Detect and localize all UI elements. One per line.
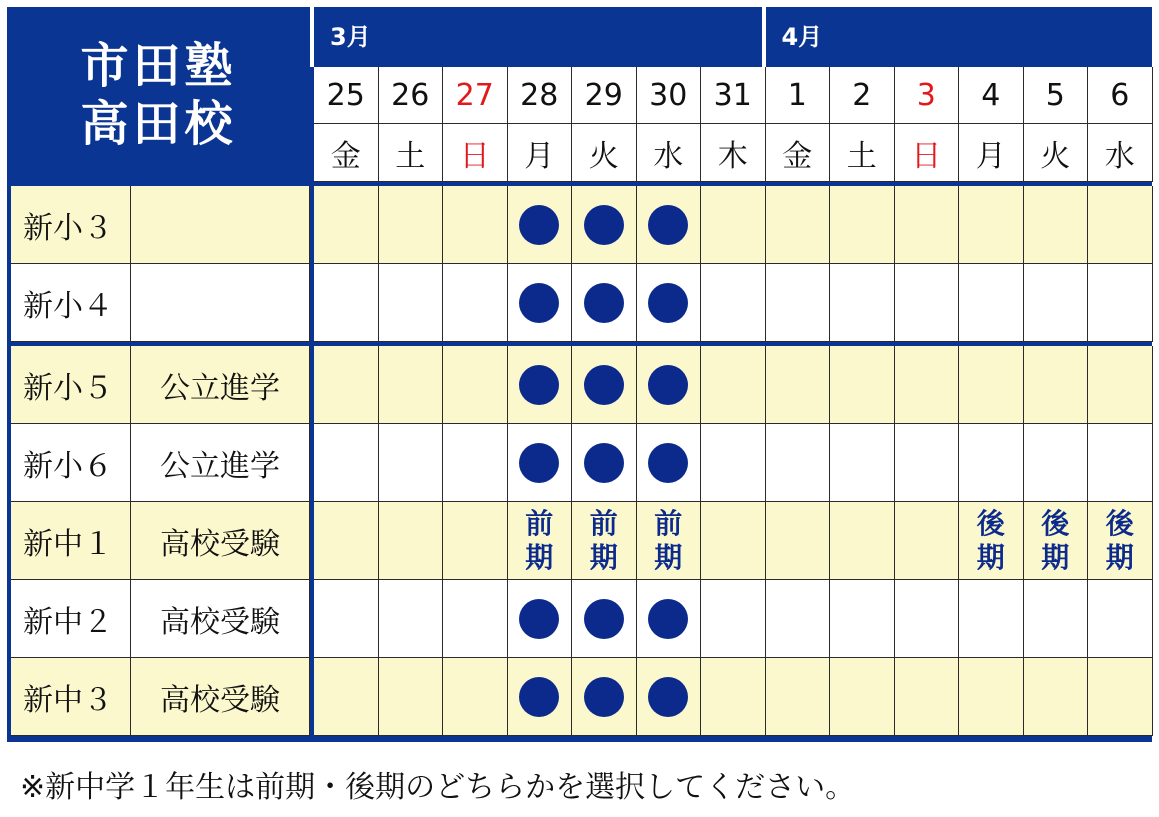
schedule-cell (701, 658, 766, 736)
date-cell: 26 (379, 67, 444, 124)
schedule-cell (766, 346, 831, 424)
schedule-cell (959, 186, 1024, 264)
session-dot (584, 677, 624, 717)
weekday-cell: 月 (959, 124, 1024, 182)
schedule-cell (701, 502, 766, 580)
schedule-cell (895, 264, 960, 342)
schedule-cell (508, 186, 573, 264)
session-dot (584, 283, 624, 323)
schedule-cell (572, 424, 637, 502)
schedule-cell (701, 580, 766, 658)
schedule-cell (959, 264, 1024, 342)
footnote: ※新中学１年生は前期・後期のどちらかを選択してください。 (20, 770, 856, 805)
schedule-cell (443, 186, 508, 264)
weekday-cell: 金 (766, 124, 831, 182)
grade-label: 新中１ (11, 502, 131, 580)
session-dot (584, 365, 624, 405)
schedule-cell (701, 186, 766, 264)
schedule-cell (637, 580, 702, 658)
schedule-cell (701, 264, 766, 342)
schedule-cell (379, 502, 444, 580)
date-cell: 2 (830, 67, 895, 124)
schedule-cell (443, 424, 508, 502)
schedule-cell (830, 186, 895, 264)
schedule-cell (443, 346, 508, 424)
schedule-cell (959, 580, 1024, 658)
schedule-cell (637, 264, 702, 342)
weekday-cell: 金 (314, 124, 379, 182)
schedule-cell (830, 424, 895, 502)
course-label: 公立進学 (131, 424, 310, 502)
schedule-cell (314, 346, 379, 424)
schedule-cell (1024, 580, 1089, 658)
schedule-cell (379, 658, 444, 736)
schedule-cell (314, 580, 379, 658)
schedule-cell (1088, 580, 1153, 658)
weekday-cell: 木 (701, 124, 766, 182)
month-label: 4月 (762, 7, 823, 67)
session-dot (519, 365, 559, 405)
schedule-cell (1024, 346, 1089, 424)
date-cell: 27 (443, 67, 508, 124)
schedule-cell (572, 264, 637, 342)
schedule-cell (830, 346, 895, 424)
schedule-cell (1088, 658, 1153, 736)
date-cell: 3 (895, 67, 960, 124)
campus-name: 高田校 (80, 95, 237, 152)
schedule-cell (959, 424, 1024, 502)
schedule-cell (508, 580, 573, 658)
schedule-cell (379, 264, 444, 342)
course-label: 高校受験 (131, 502, 310, 580)
schedule-cell (830, 658, 895, 736)
session-dot (584, 443, 624, 483)
schedule-cell (895, 424, 960, 502)
schedule-cell (701, 346, 766, 424)
grade-label: 新小６ (11, 424, 131, 502)
schedule-cell (959, 346, 1024, 424)
schedule-cell (314, 424, 379, 502)
schedule-cell (314, 502, 379, 580)
schedule-cell (637, 186, 702, 264)
schedule-cell (572, 658, 637, 736)
session-dot (648, 443, 688, 483)
session-dot (519, 599, 559, 639)
schedule-cell (766, 264, 831, 342)
schedule-cell (637, 424, 702, 502)
term-label: 後 期 (959, 502, 1024, 580)
course-label (131, 186, 310, 264)
schedule-cell (895, 502, 960, 580)
schedule-cell (314, 658, 379, 736)
course-label: 公立進学 (131, 346, 310, 424)
weekday-cell: 土 (830, 124, 895, 182)
schedule-cell (766, 580, 831, 658)
weekday-cell: 水 (1088, 124, 1153, 182)
schedule-cell (379, 580, 444, 658)
session-dot (648, 205, 688, 245)
date-cell: 25 (314, 67, 379, 124)
grade-label: 新小４ (11, 264, 131, 342)
session-dot (519, 443, 559, 483)
term-label: 後 期 (1024, 502, 1089, 580)
schedule-cell (1088, 186, 1153, 264)
date-cell: 28 (508, 67, 573, 124)
grade-label: 新中２ (11, 580, 131, 658)
schedule-cell (508, 264, 573, 342)
schedule-cell (895, 346, 960, 424)
schedule-cell (895, 186, 960, 264)
grade-label: 新小３ (11, 186, 131, 264)
grade-label: 新中３ (11, 658, 131, 736)
schedule-cell (1024, 264, 1089, 342)
schedule-cell (637, 658, 702, 736)
term-label: 前 期 (637, 502, 702, 580)
session-dot (519, 283, 559, 323)
schedule-cell (572, 580, 637, 658)
course-label (131, 264, 310, 342)
weekday-cell: 日 (895, 124, 960, 182)
date-cell: 30 (637, 67, 702, 124)
schedule-cell (314, 264, 379, 342)
schedule-cell (766, 424, 831, 502)
weekday-cell: 土 (379, 124, 444, 182)
date-cell: 6 (1088, 67, 1153, 124)
schedule-cell (443, 580, 508, 658)
session-dot (648, 599, 688, 639)
schedule-cell (508, 424, 573, 502)
schedule-cell (830, 502, 895, 580)
schedule-cell (830, 580, 895, 658)
date-cell: 5 (1024, 67, 1089, 124)
term-label: 前 期 (572, 502, 637, 580)
schedule-cell (508, 658, 573, 736)
date-cell: 4 (959, 67, 1024, 124)
schedule-cell (1024, 658, 1089, 736)
schedule-table (7, 7, 1152, 742)
course-label: 高校受験 (131, 580, 310, 658)
weekday-cell: 水 (637, 124, 702, 182)
weekday-cell: 火 (572, 124, 637, 182)
schedule-cell (895, 658, 960, 736)
course-label: 高校受験 (131, 658, 310, 736)
schedule-cell (1024, 186, 1089, 264)
schedule-cell (637, 346, 702, 424)
schedule-cell (379, 186, 444, 264)
schedule-cell (379, 346, 444, 424)
term-label: 前 期 (508, 502, 573, 580)
date-cell: 31 (701, 67, 766, 124)
weekday-cell: 火 (1024, 124, 1089, 182)
session-dot (648, 283, 688, 323)
schedule-cell (314, 186, 379, 264)
session-dot (584, 205, 624, 245)
session-dot (648, 365, 688, 405)
weekday-cell: 月 (508, 124, 573, 182)
schedule-cell (701, 424, 766, 502)
schedule-cell (766, 186, 831, 264)
schedule-cell (1024, 424, 1089, 502)
schedule-cell (766, 502, 831, 580)
month-label: 3月 (310, 7, 371, 67)
school-title (7, 7, 310, 182)
schedule-cell (508, 346, 573, 424)
session-dot (648, 677, 688, 717)
schedule-cell (443, 502, 508, 580)
schedule-cell (379, 424, 444, 502)
schedule-cell (1088, 424, 1153, 502)
schedule-cell (1088, 264, 1153, 342)
session-dot (519, 205, 559, 245)
weekday-cell: 日 (443, 124, 508, 182)
session-dot (584, 599, 624, 639)
schedule-cell (959, 658, 1024, 736)
schedule-cell (766, 658, 831, 736)
schedule-cell (572, 346, 637, 424)
session-dot (519, 677, 559, 717)
schedule-cell (895, 580, 960, 658)
schedule-cell (443, 264, 508, 342)
schedule-cell (830, 264, 895, 342)
date-cell: 1 (766, 67, 831, 124)
school-name: 市田塾 (80, 37, 237, 94)
grade-label: 新小５ (11, 346, 131, 424)
schedule-cell (572, 186, 637, 264)
date-cell: 29 (572, 67, 637, 124)
schedule-cell (1088, 346, 1153, 424)
term-label: 後 期 (1088, 502, 1153, 580)
schedule-cell (443, 658, 508, 736)
